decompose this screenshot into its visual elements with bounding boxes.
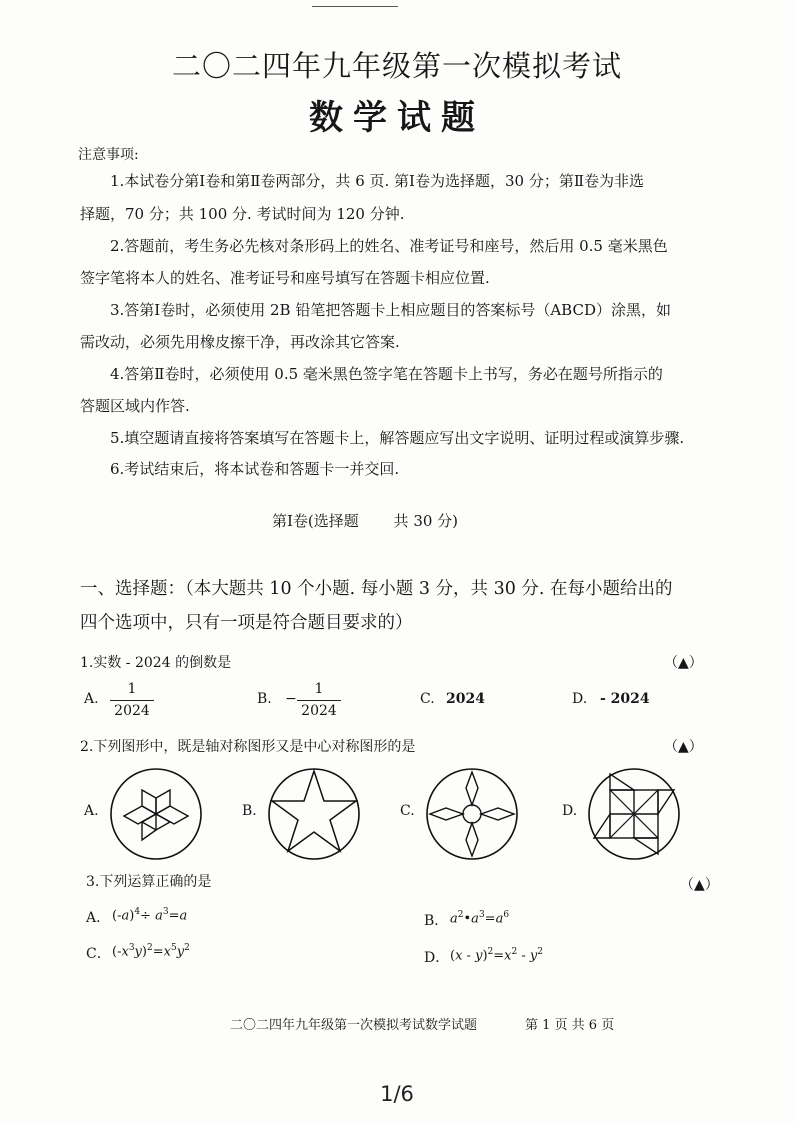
- q1-option-b-sign: −: [285, 691, 297, 707]
- note-line: 签字笔将本人的姓名、准考证号和座号填写在答题卡相应位置.: [80, 269, 490, 287]
- q2-figure-d-pinwheel: [586, 766, 682, 862]
- q2-stem: 2.下列图形中，既是轴对称图形又是中心对称图形的是: [80, 739, 416, 755]
- q3-option-c-expression: $(-x^3y)^2=x^5y^2$: [112, 943, 190, 960]
- volume-title: 第Ⅰ卷(选择题 共 30 分): [272, 512, 459, 530]
- fraction-bar: [110, 700, 154, 701]
- q1-option-a-label: A.: [84, 691, 99, 707]
- q3-option-a-label: A．: [86, 910, 111, 926]
- q3-option-b-label: B．: [424, 913, 449, 929]
- note-line: 1.本试卷分第Ⅰ卷和第Ⅱ卷两部分，共 6 页. 第Ⅰ卷为选择题，30 分；第Ⅱ卷为非选: [110, 172, 645, 190]
- note-line: 2.答题前，考生务必先核对条形码上的姓名、准考证号和座号，然后用 0.5 毫米黑色: [110, 237, 668, 255]
- note-line: 需改动，必须先用橡皮擦干净，再改涂其它答案.: [80, 333, 400, 351]
- scan-top-line: [312, 6, 398, 7]
- section-heading: 一、选择题：（本大题共 10 个小题. 每小题 3 分，共 30 分. 在每小题给出的: [80, 579, 673, 599]
- q3-option-a-expression: $(-a)^4\div a^3=a$: [112, 907, 188, 924]
- q1-option-c-label: C.: [420, 691, 435, 707]
- section-heading: 四个选项中，只有一项是符合题目要求的）: [80, 613, 413, 633]
- q3-stem: 3.下列运算正确的是: [86, 874, 212, 890]
- q2-option-b-label: B.: [242, 803, 257, 819]
- q1-option-a-fraction: [110, 681, 154, 720]
- subject-title: 数学试题: [309, 98, 485, 138]
- q1-option-c-value: 2024: [446, 691, 485, 707]
- q3-option-d-label: D．: [424, 950, 450, 966]
- q1-option-d-label: D.: [572, 691, 588, 707]
- note-line: 答题区域内作答.: [80, 397, 190, 415]
- q3-option-c-label: C．: [86, 946, 111, 962]
- note-line: 6.考试结束后，将本试卷和答题卡一并交回.: [110, 460, 400, 478]
- q2-option-d-label: D.: [562, 803, 578, 819]
- fraction-numerator: 1: [314, 681, 324, 697]
- q3-option-b-expression: $a^2•a^3=a^6$: [450, 910, 510, 927]
- q2-figure-c-rhombi-circle: [424, 766, 520, 862]
- q2-option-c-label: C.: [400, 803, 415, 819]
- fraction-numerator: 1: [127, 681, 137, 697]
- fraction-denominator: 2024: [114, 703, 150, 719]
- notes-heading: 注意事项:: [78, 147, 139, 163]
- q2-option-a-label: A.: [84, 803, 99, 819]
- q1-answer-mark: （▲）: [664, 655, 703, 671]
- q1-option-b-fraction: [297, 681, 341, 720]
- fraction-denominator: 2024: [301, 703, 337, 719]
- q3-option-d-expression: $(x - y)^2=x^2 - y^2$: [450, 947, 544, 964]
- note-line: 5.填空题请直接将答案填写在答题卡上，解答题应写出文字说明、证明过程或演算步骤.: [110, 429, 685, 447]
- exam-title: 二〇二四年九年级第一次模拟考试: [171, 49, 622, 83]
- fraction-bar: [297, 700, 341, 701]
- q1-option-d-value: - 2024: [600, 691, 650, 707]
- note-line: 3.答第Ⅰ卷时，必须使用 2B 铅笔把答题卡上相应题目的答案标号（ABCD）涂黑，如: [110, 301, 671, 319]
- q1-stem: 1.实数 - 2024 的倒数是: [80, 655, 232, 671]
- note-line: 4.答第Ⅱ卷时，必须使用 0.5 毫米黑色签字笔在答题卡上书写，务必在题号所指示的: [110, 365, 663, 383]
- q2-answer-mark: （▲）: [664, 739, 703, 755]
- footer-exam-name: 二〇二四年九年级第一次模拟考试数学试题: [230, 1018, 478, 1033]
- footer-page-info: 第 1 页 共 6 页: [525, 1018, 615, 1033]
- page-indicator: 1/6: [380, 1082, 414, 1106]
- q2-figure-a-three-rhombi: [108, 766, 204, 862]
- q2-figure-b-star: [266, 766, 362, 862]
- q3-answer-mark: （▲）: [680, 877, 719, 893]
- q1-option-b-label: B.: [257, 691, 272, 707]
- note-line: 择题，70 分；共 100 分. 考试时间为 120 分钟.: [80, 205, 405, 223]
